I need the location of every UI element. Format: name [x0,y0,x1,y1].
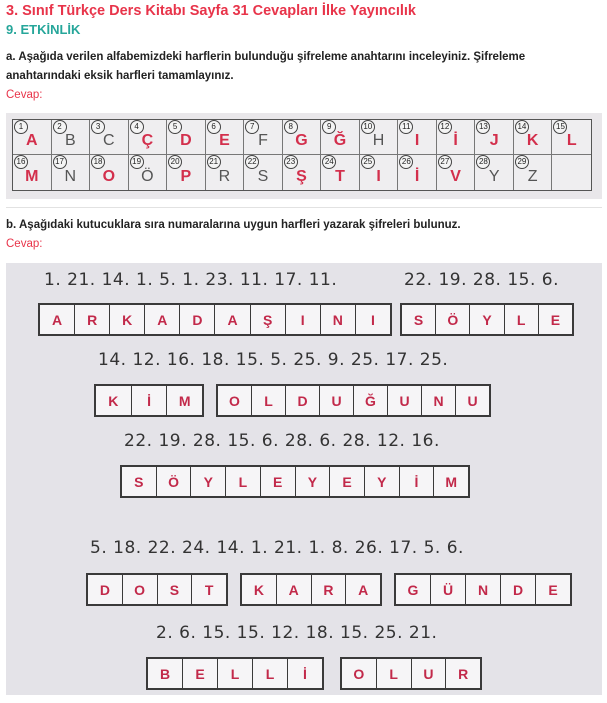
answer-letter-box: I [370,311,375,328]
answer-letter-box: U [467,392,478,409]
cipher-key-number: 22 [245,155,259,169]
cipher-key-cell [52,155,91,190]
answer-letter-box: Y [191,467,226,496]
cipher-key-letter: E [219,132,230,149]
cipher-key-number: 6 [207,120,221,134]
answer-letter-box: L [226,467,261,496]
answer-word [340,657,482,690]
activity-title: 9. ETKİNLİK [6,22,81,37]
cipher-key-number: 19 [130,155,144,169]
answer-letter-box: U [412,659,447,688]
cipher-key-number: 29 [515,155,529,169]
cipher-key-letter: L [566,132,577,149]
cipher-key-letter: Z [527,168,538,185]
cipher-key-number: 25 [361,155,375,169]
answer-letter-box: U [388,386,422,415]
answer-letter-box: İ [132,386,168,415]
answer-letter-box: E [261,467,296,496]
answer-letter-box: M [445,473,458,490]
answer-letter-box: Y [365,467,400,496]
cipher-key-cell [398,120,437,155]
cipher-key-letter: T [335,168,345,185]
answer-letter-box: E [183,659,218,688]
cipher-key-cell [552,155,591,190]
answer-letter-box: R [75,305,110,334]
answer-letter-box: L [377,659,412,688]
answer-photo [6,263,602,695]
cipher-key-number: 28 [476,155,490,169]
cipher-key-cell [283,155,322,190]
cipher-key-number: 1 [14,120,28,134]
cipher-key-letter: B [64,132,76,149]
answer-letter-box: N [422,386,456,415]
answer-letter-box: K [242,575,277,604]
cipher-key-letter: R [218,168,231,185]
cipher-key-number: 8 [284,120,298,134]
cipher-key-letter: Y [488,168,500,185]
answer-letter-box: İ [303,665,307,682]
answer-letter-box: G [396,575,431,604]
cipher-key-number: 10 [361,120,375,134]
cipher-key-letter: O [102,168,116,185]
answer-letter-box: A [145,305,180,334]
answer-letter-box: E [330,467,365,496]
cipher-key-letter: İ [453,132,458,149]
cipher-key-letter: P [180,168,192,185]
answer-letter-box: L [505,305,539,334]
answer-letter-box: O [342,659,377,688]
cipher-key-letter: S [257,168,269,185]
cipher-key-cell [13,120,52,155]
answer-letter-box: Ö [436,305,470,334]
cipher-key-number: 20 [168,155,182,169]
answer-word [240,573,382,606]
cipher-key-number: 27 [438,155,452,169]
answer-word [120,465,470,498]
cipher-key-cell [129,120,168,155]
answer-letter-box: D [88,575,123,604]
cipher-key-letter: Ş [296,168,307,185]
cipher-key-letter: D [180,132,192,149]
cipher-key-cell [360,120,399,155]
cipher-key-photo [6,113,602,199]
cipher-key-cell [90,120,129,155]
cipher-key-number: 18 [91,155,105,169]
cipher-key-letter: J [489,132,499,149]
cipher-key-cell [514,155,553,190]
answer-letter-box: R [458,665,469,682]
cipher-key-letter: Ç [141,132,154,149]
cipher-key-cell [398,155,437,190]
cipher-key-cell [321,120,360,155]
cipher-key-cell [244,155,283,190]
cipher-key-cell [475,120,514,155]
answer-letter-box: E [550,311,561,328]
cipher-key-cell [360,155,399,190]
answer-word [86,573,228,606]
answer-letter-box: A [277,575,312,604]
cevap-label-b: Cevap: [6,238,43,250]
cipher-key-cell [167,155,206,190]
answer-word [400,303,574,336]
answer-letter-box: O [123,575,158,604]
answer-letter-box: Y [470,305,504,334]
answer-word [38,303,392,336]
cevap-label-a: Cevap: [6,89,43,101]
answer-letter-box: A [40,305,75,334]
cipher-key-number: 12 [438,120,452,134]
cipher-numbers: 22. 19. 28. 15. 6. 28. 6. 28. 12. 16. [124,431,440,451]
cipher-key-letter: İ [414,168,420,185]
cipher-key-number: 15 [553,120,567,134]
cipher-key-number: 13 [476,120,490,134]
answer-letter-box: Y [296,467,331,496]
cipher-key-cell [90,155,129,190]
cipher-numbers: 14. 12. 16. 18. 15. 5. 25. 9. 25. 17. 25. [98,350,449,370]
cipher-key-number: 24 [322,155,336,169]
question-a: a. Aşağıda verilen alfabemizdeki harflerin bulunduğu şifreleme anahtarını inceleyiniz. Şifreleme anahtarındaki eksik harfleri tamamlayınız. [6,51,526,82]
answer-letter-box: L [218,659,253,688]
answer-word [94,384,204,417]
cipher-key-cell [206,155,245,190]
answer-letter-box: T [204,581,214,598]
answer-letter-box: D [501,575,536,604]
cipher-key-letter: A [25,132,38,149]
answer-letter-box: L [253,659,288,688]
cipher-key-letter: I [376,168,381,185]
divider [6,207,602,208]
answer-letter-box: N [321,305,356,334]
cipher-key-number: 16 [14,155,28,169]
answer-letter-box: A [358,581,369,598]
cipher-key-letter: C [103,132,115,149]
answer-letter-box: Ö [157,467,192,496]
answer-letter-box: D [286,386,320,415]
cipher-key-number: 2 [53,120,67,134]
cipher-key-number: 26 [399,155,413,169]
cipher-key-grid [12,119,592,191]
cipher-key-letter: V [450,168,461,185]
answer-letter-box: E [548,581,558,598]
cipher-key-number: 7 [245,120,259,134]
answer-letter-box: S [402,305,436,334]
cipher-key-number: 4 [130,120,144,134]
answer-letter-box: B [148,659,183,688]
cipher-numbers: 2. 6. 15. 15. 12. 18. 15. 25. 21. [156,623,438,643]
answer-letter-box: Ş [251,305,286,334]
cipher-key-letter: K [526,132,539,149]
cipher-key-number: 17 [53,155,67,169]
cipher-key-number: 21 [207,155,221,169]
answer-letter-box: U [320,386,354,415]
cipher-key-cell [167,120,206,155]
cipher-key-cell [321,155,360,190]
cipher-key-cell [206,120,245,155]
cipher-key-number: 9 [322,120,336,134]
answer-letter-box: L [252,386,286,415]
cipher-key-letter: N [64,168,77,185]
cipher-key-letter: Ğ [333,132,347,149]
cipher-key-cell [437,155,476,190]
answer-letter-box: N [466,575,501,604]
answer-letter-box: S [158,575,193,604]
answer-word [146,657,324,690]
cipher-key-number: 11 [399,120,413,134]
cipher-key-letter: Ö [141,168,154,185]
cipher-key-cell [13,155,52,190]
cipher-key-number: 3 [91,120,105,134]
answer-word [394,573,572,606]
page-title: 3. Sınıf Türkçe Ders Kitabı Sayfa 31 Cevapları İlke Yayıncılık [6,3,416,19]
answer-letter-box: S [122,467,157,496]
cipher-key-letter: M [25,168,39,185]
cipher-numbers: 5. 18. 22. 24. 14. 1. 21. 1. 8. 26. 17. 5. 6. [90,538,464,558]
cipher-key-number: 14 [515,120,529,134]
cipher-key-letter: G [295,132,308,149]
answer-letter-box: A [215,305,250,334]
answer-letter-box: R [312,575,347,604]
question-b: b. Aşağıdaki kutucuklara sıra numaralarına uygun harfleri yazarak şifreleri bulunuz. [6,219,461,231]
answer-letter-box: K [96,386,132,415]
cipher-key-cell [244,120,283,155]
answer-word [216,384,491,417]
answer-letter-box: I [286,305,321,334]
cipher-numbers: 1. 21. 14. 1. 5. 1. 23. 11. 17. 11. [44,270,338,290]
cipher-key-cell [514,120,553,155]
cipher-key-number: 23 [284,155,298,169]
cipher-key-letter: I [414,132,420,149]
cipher-key-number: 5 [168,120,182,134]
cipher-key-cell [437,120,476,155]
cipher-key-letter: F [258,132,268,149]
answer-letter-box: Ü [431,575,466,604]
answer-letter-box: O [218,386,252,415]
cipher-key-cell [129,155,168,190]
answer-letter-box: Ğ [354,386,388,415]
cipher-key-cell [283,120,322,155]
cipher-key-letter: H [372,132,385,149]
cipher-key-cell [552,120,591,155]
cipher-key-cell [475,155,514,190]
cipher-numbers: 22. 19. 28. 15. 6. [404,270,559,290]
answer-letter-box: K [110,305,145,334]
answer-letter-box: İ [400,467,435,496]
answer-letter-box: D [180,305,215,334]
cipher-key-cell [52,120,91,155]
answer-letter-box: M [178,392,191,409]
